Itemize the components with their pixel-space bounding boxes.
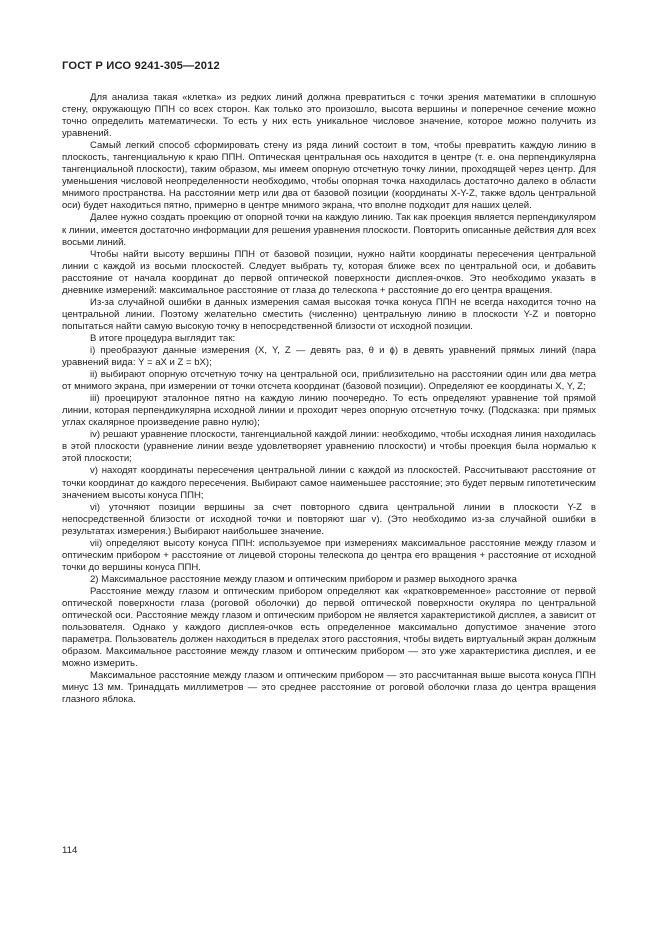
page-header-standard-title: ГОСТ Р ИСО 9241-305—2012 <box>62 60 220 72</box>
procedure-step-iii: iii) проецируют эталонное пятно на каждую линию поочередно. То есть определяют уравнение той прямой линии, которая перпендикулярна исходной линии и проходит через опорную отсчетную точку. (Подсказка: при прямых углах скалярное произведение равно нулю); <box>62 393 596 429</box>
paragraph: Максимальное расстояние между глазом и оптическим прибором — это рассчитанная выше высота конуса ППН минус 13 мм. Тринадцать миллиметров — это среднее расстояние от роговой оболочки глаза до центра вращения глазного яблока. <box>62 670 596 706</box>
page-number: 114 <box>62 845 78 856</box>
paragraph: Расстояние между глазом и оптическим прибором определяют как «кратковременное» расстояние от первой оптической поверхности глаза (роговой оболочки) до первой оптической поверхности окуляра по центральной оптической оси. Расстояние между глазом и оптическим прибором не является характеристикой дисплея, а зависит от пользователя. Однако у каждого дисплея-очков есть определенное максимально допустимое значение этого параметра. Пользователь должен находиться в пределах этого расстояния, чтобы видеть виртуальный экран должным образом. Максимальное расстояние между глазом и оптическим прибором — это уже характеристика дисплея, и ее можно измерить. <box>62 585 596 670</box>
procedure-step-iv: iv) решают уравнение плоскости, тангенциальной каждой линии: необходимо, чтобы исходная линия находилась в этой плоскости (уравнение линии везде удовлетворяет уравнению плоскости) и чтобы проекция была нормалью к этой плоскости; <box>62 429 596 465</box>
procedure-step-v: v) находят координаты пересечения центральной линии с каждой из плоскостей. Рассчитывают расстояние от точки координат до каждого пересечения. Выбирают самое наименьшее расстояние; это будет первым гипотетическим значением высоты конуса ППН; <box>62 465 596 501</box>
paragraph: Чтобы найти высоту вершины ППН от базовой позиции, нужно найти координаты пересечения центральной линии с каждой из восьми плоскостей. Следует выбрать ту, которая ближе всех по центральной оси, и добавить расстояние от начала координат до первой оптической поверхности дисплея-очков. Это необходимо указать в дневнике измерений: максимальное расстояние от глаза до телескопа + расстояние до его центра вращения. <box>62 248 596 296</box>
paragraph: Для анализа такая «клетка» из редких линий должна превратиться с точки зрения математики в сплошную стену, окружающую ППН со всех сторон. Как только это произошло, высота вершины и поперечное сечение можно точно определить математически. То есть у них есть уникальное числовое значение, которое можно получить из уравнений. <box>62 92 596 140</box>
procedure-step-vii: vii) определяют высоту конуса ППН: используемое при измерениях максимальное расстояние между глазом и оптическим прибором + расстояние от лицевой стороны телескопа до центра его вращения + расстояние от исходной точки до вершины конуса ППН. <box>62 537 596 573</box>
body-text <box>62 92 596 706</box>
procedure-step-vi: vi) уточняют позиции вершины за счет повторного сдвига центральной линии в плоскости Y-Z в непосредственной близости от исходной точки и повторяют шаг v). (Это необходимо из-за случайной ошибки в результатах измерения.) Выбирают наибольшее значение. <box>62 501 596 537</box>
paragraph: Далее нужно создать проекцию от опорной точки на каждую линию. Так как проекция является перпендикуляром к линии, имеется достаточно информации для решения уравнения плоскости. Повторить описанные действия для всех восьми линий. <box>62 212 596 248</box>
paragraph-procedure-intro: В итоге процедура выглядит так: <box>90 332 236 344</box>
procedure-step-ii: ii) выбирают опорную отсчетную точку на центральной оси, приблизительно на расстоянии один или два метра от мнимого экрана, при измерении от точки отсчета координат (базовой позиции). Определяют ее координаты X, Y, Z; <box>62 369 596 393</box>
paragraph: Из-за случайной ошибки в данных измерения самая высокая точка конуса ППН не всегда находится точно на центральной линии. Поэтому желательно сместить (численно) центральную линию в плоскости Y-Z и повторно попытаться найти самую высокую точку в непосредственной близости от исходной позиции. <box>62 296 596 332</box>
section-heading-eye-relief: 2) Максимальное расстояние между глазом и оптическим прибором и размер выходного зрачка <box>90 573 517 585</box>
paragraph: Самый легкий способ сформировать стену из ряда линий состоит в том, чтобы превратить каждую линию в плоскость, тангенциальную к краю ППН. Оптическая центральная ось находится в центре (т. е. она перпендикулярна тангенциальной плоскости), таким образом, мы имеем опорную отсчетную точку линии, проходящей через центр. Для уменьшения числовой неопределенности необходимо, чтобы опорная точка находилась достаточно далеко в области мнимого пространства. На расстоянии метр или два от базовой позиции (координаты X-Y-Z, также вдоль центральной оси) будет находиться пятно, примерно в центре мнимого экрана, что вполне подходит для наших целей. <box>62 140 596 212</box>
procedure-step-i: i) преобразуют данные измерения (X, Y, Z — девять раз, θ и ϕ) в девять уравнений прямых линий (пара уравнений вида: Y = aX и Z = bX); <box>62 344 596 369</box>
